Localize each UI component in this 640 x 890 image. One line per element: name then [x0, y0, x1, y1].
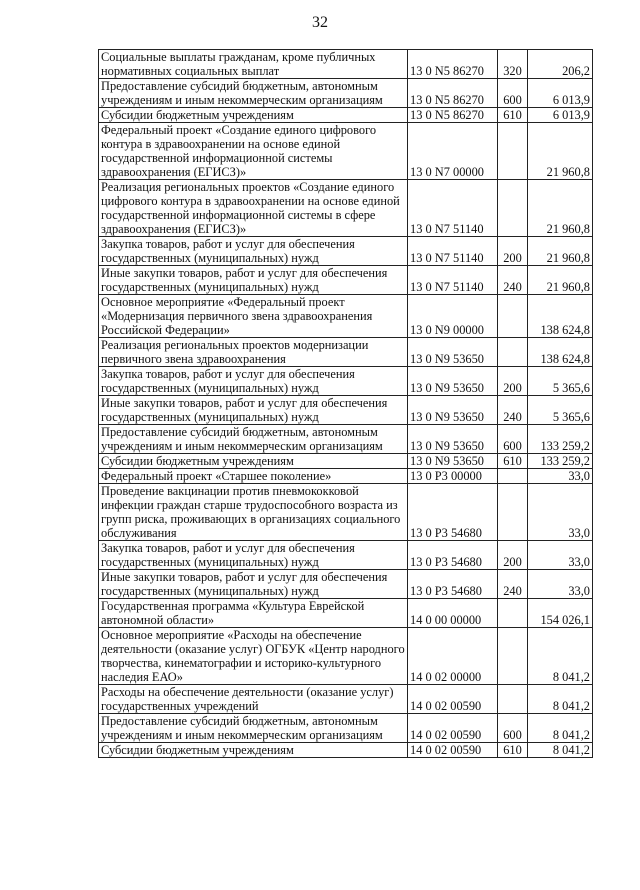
table-row	[99, 295, 593, 338]
sum-cell: 33,0	[528, 570, 593, 599]
expense-type-cell: 240	[498, 396, 528, 425]
budget-table	[98, 49, 593, 758]
expense-type-cell: 610	[498, 743, 528, 758]
table-row	[99, 425, 593, 454]
table-row	[99, 599, 593, 628]
target-article-code-cell: 13 0 N9 53650	[408, 454, 498, 469]
target-article-code-cell: 13 0 N5 86270	[408, 108, 498, 123]
expense-type-cell: 610	[498, 454, 528, 469]
sum-cell: 138 624,8	[528, 295, 593, 338]
expense-type-cell: 600	[498, 425, 528, 454]
sum-cell: 21 960,8	[528, 180, 593, 237]
table-row	[99, 396, 593, 425]
expense-type-cell: 200	[498, 367, 528, 396]
sum-cell: 154 026,1	[528, 599, 593, 628]
target-article-code-cell: 14 0 02 00000	[408, 628, 498, 685]
target-article-code-cell: 13 0 N7 51140	[408, 266, 498, 295]
expense-type-cell: 600	[498, 79, 528, 108]
table-row	[99, 108, 593, 123]
expense-name-cell: Иные закупки товаров, работ и услуг для обеспечения государственных (муниципальных) нужд	[99, 396, 408, 425]
target-article-code-cell: 13 0 N9 53650	[408, 396, 498, 425]
expense-name-cell: Закупка товаров, работ и услуг для обеспечения государственных (муниципальных) нужд	[99, 367, 408, 396]
expense-type-cell: 240	[498, 266, 528, 295]
expense-type-cell	[498, 685, 528, 714]
expense-name-cell: Закупка товаров, работ и услуг для обеспечения государственных (муниципальных) нужд	[99, 541, 408, 570]
table-row	[99, 714, 593, 743]
expense-name-cell: Основное мероприятие «Федеральный проект «Модернизация первичного звена здравоохранения Российской Федерации»	[99, 295, 408, 338]
sum-cell: 21 960,8	[528, 123, 593, 180]
sum-cell: 133 259,2	[528, 454, 593, 469]
sum-cell: 33,0	[528, 484, 593, 541]
target-article-code-cell: 13 0 N9 53650	[408, 338, 498, 367]
sum-cell: 5 365,6	[528, 396, 593, 425]
expense-name-cell: Иные закупки товаров, работ и услуг для обеспечения государственных (муниципальных) нужд	[99, 570, 408, 599]
table-row	[99, 123, 593, 180]
sum-cell: 138 624,8	[528, 338, 593, 367]
target-article-code-cell: 13 0 P3 00000	[408, 469, 498, 484]
table-row	[99, 484, 593, 541]
table-row	[99, 685, 593, 714]
table-row	[99, 541, 593, 570]
target-article-code-cell: 13 0 P3 54680	[408, 570, 498, 599]
sum-cell: 33,0	[528, 469, 593, 484]
sum-cell: 8 041,2	[528, 628, 593, 685]
target-article-code-cell: 13 0 N7 00000	[408, 123, 498, 180]
sum-cell: 6 013,9	[528, 79, 593, 108]
expense-name-cell: Иные закупки товаров, работ и услуг для обеспечения государственных (муниципальных) нужд	[99, 266, 408, 295]
expense-type-cell: 610	[498, 108, 528, 123]
table-row	[99, 454, 593, 469]
target-article-code-cell: 14 0 00 00000	[408, 599, 498, 628]
expense-type-cell	[498, 180, 528, 237]
expense-type-cell: 600	[498, 714, 528, 743]
expense-name-cell: Федеральный проект «Создание единого цифрового контура в здравоохранении на основе единой государственной информационной системы здравоохранения (ЕГИСЗ)»	[99, 123, 408, 180]
expense-type-cell: 240	[498, 570, 528, 599]
sum-cell: 21 960,8	[528, 266, 593, 295]
expense-type-cell: 200	[498, 541, 528, 570]
expense-name-cell: Основное мероприятие «Расходы на обеспечение деятельности (оказание услуг) ОГБУК «Центр народного творчества, кинематографии и историко-культурного наследия ЕАО»	[99, 628, 408, 685]
table-row	[99, 266, 593, 295]
target-article-code-cell: 13 0 N9 00000	[408, 295, 498, 338]
table-row	[99, 50, 593, 79]
table-row	[99, 338, 593, 367]
table-body	[99, 50, 593, 758]
expense-name-cell: Государственная программа «Культура Еврейской автономной области»	[99, 599, 408, 628]
sum-cell: 8 041,2	[528, 685, 593, 714]
table-row	[99, 469, 593, 484]
expense-type-cell	[498, 295, 528, 338]
expense-name-cell: Субсидии бюджетным учреждениям	[99, 108, 408, 123]
expense-name-cell: Проведение вакцинации против пневмококковой инфекции граждан старше трудоспособного возраста из групп риска, проживающих в организациях социального обслуживания	[99, 484, 408, 541]
expense-name-cell: Реализация региональных проектов «Создание единого цифрового контура в здравоохранении на основе единой государственной информационной системы в сфере здравоохранения (ЕГИСЗ)»	[99, 180, 408, 237]
expense-name-cell: Расходы на обеспечение деятельности (оказание услуг) государственных учреждений	[99, 685, 408, 714]
sum-cell: 8 041,2	[528, 743, 593, 758]
target-article-code-cell: 13 0 N9 53650	[408, 367, 498, 396]
target-article-code-cell: 13 0 P3 54680	[408, 484, 498, 541]
target-article-code-cell: 13 0 N7 51140	[408, 237, 498, 266]
expense-name-cell: Закупка товаров, работ и услуг для обеспечения государственных (муниципальных) нужд	[99, 237, 408, 266]
table-row	[99, 180, 593, 237]
sum-cell: 206,2	[528, 50, 593, 79]
target-article-code-cell: 13 0 N7 51140	[408, 180, 498, 237]
expense-type-cell	[498, 599, 528, 628]
target-article-code-cell: 14 0 02 00590	[408, 685, 498, 714]
expense-type-cell	[498, 469, 528, 484]
target-article-code-cell: 13 0 N9 53650	[408, 425, 498, 454]
sum-cell: 21 960,8	[528, 237, 593, 266]
expense-name-cell: Предоставление субсидий бюджетным, автономным учреждениям и иным некоммерческим организациям	[99, 79, 408, 108]
expense-name-cell: Субсидии бюджетным учреждениям	[99, 454, 408, 469]
table-row	[99, 79, 593, 108]
target-article-code-cell: 13 0 P3 54680	[408, 541, 498, 570]
sum-cell: 6 013,9	[528, 108, 593, 123]
expense-type-cell	[498, 628, 528, 685]
expense-name-cell: Предоставление субсидий бюджетным, автономным учреждениям и иным некоммерческим организациям	[99, 714, 408, 743]
target-article-code-cell: 14 0 02 00590	[408, 714, 498, 743]
target-article-code-cell: 13 0 N5 86270	[408, 50, 498, 79]
expense-type-cell: 320	[498, 50, 528, 79]
target-article-code-cell: 14 0 02 00590	[408, 743, 498, 758]
table-row	[99, 367, 593, 396]
table-row	[99, 743, 593, 758]
expense-name-cell: Субсидии бюджетным учреждениям	[99, 743, 408, 758]
expense-name-cell: Федеральный проект «Старшее поколение»	[99, 469, 408, 484]
page-number: 32	[312, 14, 328, 31]
expense-type-cell	[498, 123, 528, 180]
expense-type-cell: 200	[498, 237, 528, 266]
sum-cell: 133 259,2	[528, 425, 593, 454]
expense-name-cell: Социальные выплаты гражданам, кроме публичных нормативных социальных выплат	[99, 50, 408, 79]
target-article-code-cell: 13 0 N5 86270	[408, 79, 498, 108]
expense-name-cell: Реализация региональных проектов модернизации первичного звена здравоохранения	[99, 338, 408, 367]
expense-type-cell	[498, 338, 528, 367]
table-row	[99, 570, 593, 599]
sum-cell: 5 365,6	[528, 367, 593, 396]
expense-name-cell: Предоставление субсидий бюджетным, автономным учреждениям и иным некоммерческим организациям	[99, 425, 408, 454]
table-row	[99, 237, 593, 266]
sum-cell: 8 041,2	[528, 714, 593, 743]
expense-type-cell	[498, 484, 528, 541]
table-row	[99, 628, 593, 685]
sum-cell: 33,0	[528, 541, 593, 570]
